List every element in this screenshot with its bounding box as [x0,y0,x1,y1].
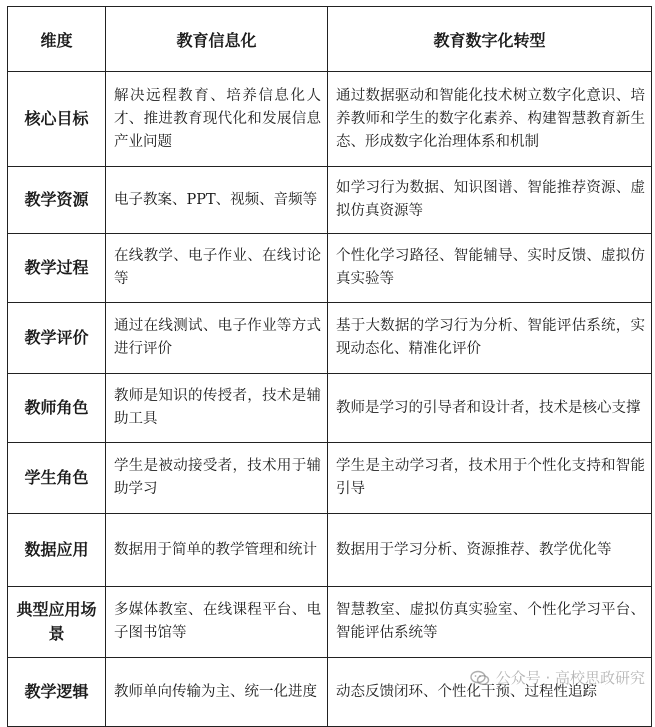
table-row [8,167,652,234]
row-informatization: 教师单向传输为主、统一化进度 [106,658,328,727]
row-dimension: 典型应用场景 [8,587,106,658]
table-row [8,234,652,303]
row-informatization: 通过在线测试、电子作业等方式进行评价 [106,303,328,374]
comparison-table [7,6,652,727]
row-digital-transformation: 通过数据驱动和智能化技术树立数字化意识、培养教师和学生的数字化素养、构建智慧教育新生态、形成数字化治理体系和机制 [328,72,652,167]
row-informatization: 学生是被动接受者，技术用于辅助学习 [106,443,328,514]
row-digital-transformation: 基于大数据的学习行为分析、智能评估系统，实现动态化、精准化评价 [328,303,652,374]
table-row [8,303,652,374]
table-header-row [8,7,652,72]
row-dimension: 教学过程 [8,234,106,303]
row-informatization: 电子教案、PPT、视频、音频等 [106,167,328,234]
row-dimension: 教学逻辑 [8,658,106,727]
row-digital-transformation: 学生是主动学习者，技术用于个性化支持和智能引导 [328,443,652,514]
header-digital-transformation: 教育数字化转型 [328,7,652,72]
row-dimension: 核心目标 [8,72,106,167]
table-row [8,443,652,514]
row-informatization: 多媒体教室、在线课程平台、电子图书馆等 [106,587,328,658]
header-dimension: 维度 [8,7,106,72]
row-dimension: 教学资源 [8,167,106,234]
row-dimension: 数据应用 [8,514,106,587]
row-digital-transformation: 如学习行为数据、知识图谱、智能推荐资源、虚拟仿真资源等 [328,167,652,234]
row-digital-transformation: 个性化学习路径、智能辅导、实时反馈、虚拟仿真实验等 [328,234,652,303]
table-row [8,374,652,443]
row-dimension: 教学评价 [8,303,106,374]
row-informatization: 数据用于简单的教学管理和统计 [106,514,328,587]
table-row [8,658,652,727]
row-dimension: 学生角色 [8,443,106,514]
table-row [8,514,652,587]
row-informatization: 在线教学、电子作业、在线讨论等 [106,234,328,303]
watermark-text: 公众号 · 高校思政研究 [495,669,645,687]
row-digital-transformation: 教师是学习的引导者和设计者，技术是核心支撑 [328,374,652,443]
row-informatization: 教师是知识的传授者，技术是辅助工具 [106,374,328,443]
header-informatization: 教育信息化 [106,7,328,72]
row-digital-transformation: 智慧教室、虚拟仿真实验室、个性化学习平台、智能评估系统等 [328,587,652,658]
table-row [8,587,652,658]
row-informatization: 解决远程教育、培养信息化人才、推进教育现代化和发展信息产业问题 [106,72,328,167]
table-row [8,72,652,167]
row-digital-transformation: 数据用于学习分析、资源推荐、教学优化等 [328,514,652,587]
row-digital-transformation: 动态反馈闭环、个性化干预、过程性追踪 [328,658,652,727]
row-dimension: 教师角色 [8,374,106,443]
